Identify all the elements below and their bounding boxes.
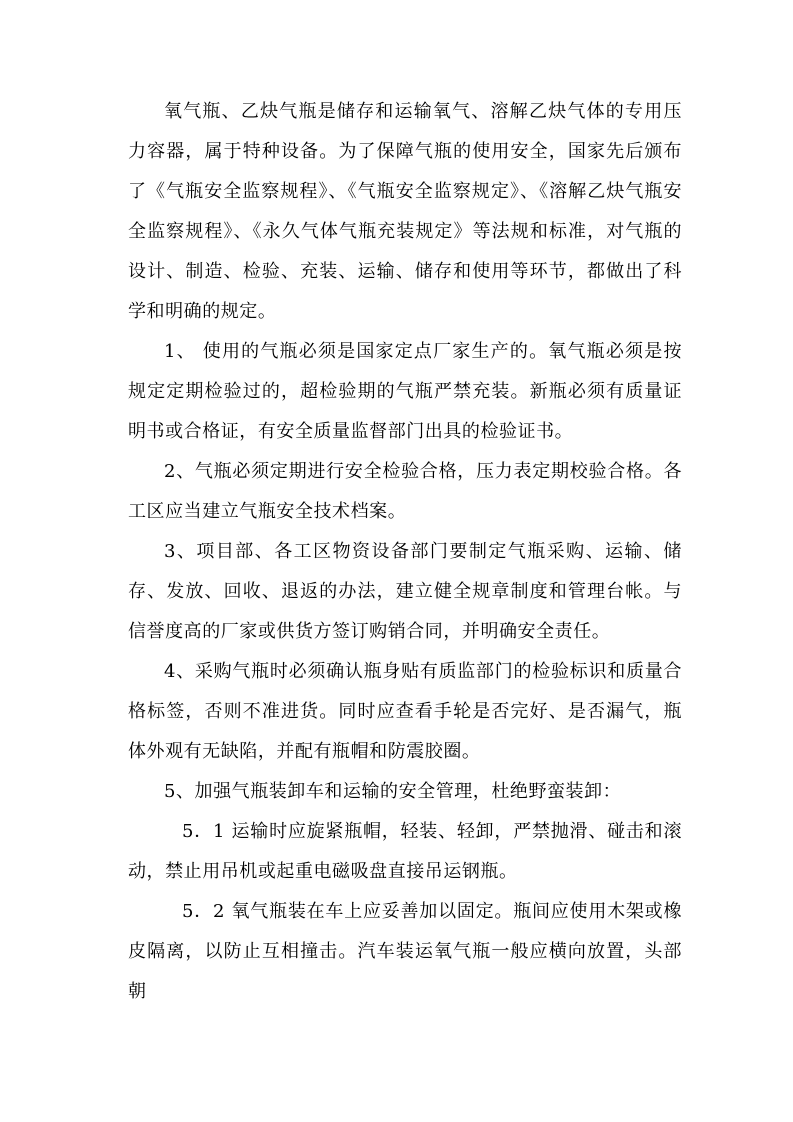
- rule-5-2-paragraph: 5．2 氧气瓶装在车上应妥善加以固定。瓶间应使用木架或橡皮隔离，以防止互相撞击。汽车装运氧气瓶一般应横向放置，头部朝: [128, 901, 682, 1002]
- rule-5-paragraph: 5、加强气瓶装卸车和运输的安全管理，杜绝野蛮装卸：: [164, 781, 622, 802]
- rule-2-paragraph: 2、气瓶必须定期进行安全检验合格，压力表定期校验合格。各工区应当建立气瓶安全技术档案。: [128, 461, 682, 522]
- intro-paragraph: 氧气瓶、乙炔气瓶是储存和运输氧气、溶解乙炔气体的专用压力容器，属于特种设备。为了保障气瓶的使用安全，国家先后颁布了《气瓶安全监察规程》、《气瓶安全监察规定》、《溶解乙炔气瓶安全监察规程》、《永久气体气瓶充装规定》等法规和标准，对气瓶的设计、制造、检验、充装、运输、储存和使用等环节，都做出了科学和明确的规定。: [128, 101, 682, 322]
- rule-4-paragraph: 4、采购气瓶时必须确认瓶身贴有质监部门的检验标识和质量合格标签，否则不准进货。同时应查看手轮是否完好、是否漏气，瓶体外观有无缺陷，并配有瓶帽和防震胶圈。: [128, 661, 682, 762]
- rule-1-paragraph: 1、 使用的气瓶必须是国家定点厂家生产的。氧气瓶必须是按规定定期检验过的，超检验期的气瓶严禁充装。新瓶必须有质量证明书或合格证，有安全质量监督部门出具的检验证书。: [128, 341, 682, 442]
- rule-3-paragraph: 3、项目部、各工区物资设备部门要制定气瓶采购、运输、储存、发放、回收、退返的办法，建立健全规章制度和管理台帐。与信誉度高的厂家或供货方签订购销合同，并明确安全责任。: [128, 541, 682, 642]
- rule-5-1-paragraph: 5．1 运输时应旋紧瓶帽，轻装、轻卸，严禁抛滑、碰击和滚动，禁止用吊机或起重电磁吸盘直接吊运钢瓶。: [128, 821, 682, 882]
- document-body: [128, 92, 682, 1012]
